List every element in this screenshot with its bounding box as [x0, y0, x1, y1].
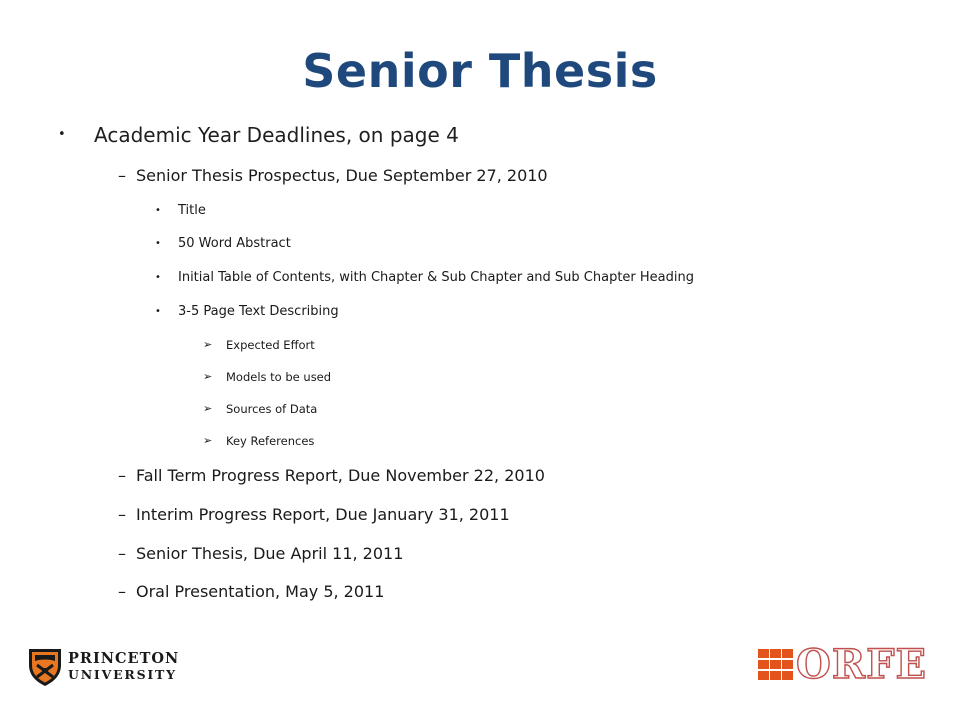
subitem-text: Title	[178, 203, 206, 218]
bullet-text: Academic Year Deadlines, on page 4	[94, 123, 459, 147]
dash-marker: –	[118, 466, 126, 485]
detail-text: Expected Effort	[226, 338, 315, 352]
dash-marker: –	[118, 544, 126, 563]
arrow-icon: ➢	[203, 338, 213, 351]
princeton-logo	[28, 645, 188, 689]
item-text: Senior Thesis, Due April 11, 2011	[136, 544, 404, 563]
subitem-text: 50 Word Abstract	[178, 236, 291, 251]
bullet-marker: •	[58, 127, 66, 142]
bullet-marker: •	[155, 205, 161, 216]
princeton-university: UNIVERSITY	[68, 667, 177, 682]
dash-marker: –	[118, 582, 126, 601]
arrow-icon: ➢	[203, 402, 213, 415]
princeton-name: PRINCETON	[68, 650, 180, 667]
item-text: Senior Thesis Prospectus, Due September 27, 2010	[136, 166, 548, 185]
item-text: Oral Presentation, May 5, 2011	[136, 582, 385, 601]
dash-marker: –	[118, 166, 126, 185]
detail-text: Models to be used	[226, 370, 332, 384]
princeton-shield-icon	[28, 647, 62, 687]
orfe-text: ORFE	[796, 641, 927, 688]
arrow-icon: ➢	[203, 370, 213, 383]
bullet-marker: •	[155, 238, 161, 249]
item-text: Interim Progress Report, Due January 31, 2011	[136, 505, 510, 524]
bullet-marker: •	[155, 306, 161, 317]
subitem-text: 3-5 Page Text Describing	[178, 304, 339, 319]
slide-title: Senior Thesis	[302, 44, 658, 98]
detail-text: Sources of Data	[226, 402, 318, 416]
arrow-icon: ➢	[203, 434, 213, 447]
item-text: Fall Term Progress Report, Due November 22, 2010	[136, 466, 545, 485]
subitem-text: Initial Table of Contents, with Chapter & Sub Chapter and Sub Chapter Heading	[178, 270, 694, 285]
bullet-marker: •	[155, 272, 161, 283]
orfe-logo	[756, 642, 934, 688]
detail-text: Key References	[226, 434, 315, 448]
dash-marker: –	[118, 505, 126, 524]
orfe-grid-icon	[758, 649, 794, 681]
